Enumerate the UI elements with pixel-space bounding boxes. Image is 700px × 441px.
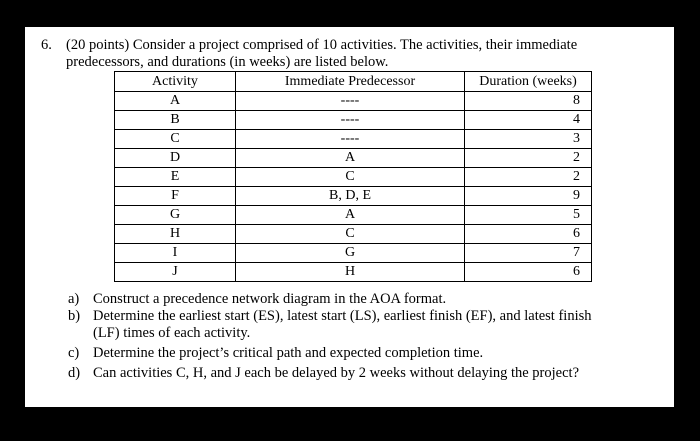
- cell-predecessor: ----: [236, 130, 465, 149]
- cell-activity: H: [115, 225, 236, 244]
- cell-duration: 2: [465, 168, 592, 187]
- cell-duration: 2: [465, 149, 592, 168]
- cell-predecessor: H: [236, 263, 465, 282]
- header-activity: Activity: [115, 72, 236, 92]
- cell-predecessor: ----: [236, 92, 465, 111]
- cell-duration: 9: [465, 187, 592, 206]
- cell-activity: I: [115, 244, 236, 263]
- table-row: [115, 149, 592, 168]
- document-page: [25, 27, 674, 407]
- cell-activity: E: [115, 168, 236, 187]
- table-row: [115, 206, 592, 225]
- table-row: [115, 187, 592, 206]
- question-number: 6.: [41, 37, 52, 53]
- cell-duration: 6: [465, 263, 592, 282]
- table-row: [115, 244, 592, 263]
- table-row: [115, 92, 592, 111]
- cell-predecessor: C: [236, 225, 465, 244]
- part-text: Determine the earliest start (ES), latest start (LS), earliest finish (EF), and latest finish: [93, 308, 592, 324]
- cell-predecessor: B, D, E: [236, 187, 465, 206]
- cell-duration: 7: [465, 244, 592, 263]
- activity-table: [114, 71, 592, 282]
- cell-duration: 6: [465, 225, 592, 244]
- cell-activity: A: [115, 92, 236, 111]
- part-text: Determine the project’s critical path and expected completion time.: [93, 345, 484, 361]
- part-text: Construct a precedence network diagram in the AOA format.: [93, 291, 447, 307]
- cell-activity: B: [115, 111, 236, 130]
- cell-activity: J: [115, 263, 236, 282]
- table-row: [115, 225, 592, 244]
- cell-duration: 8: [465, 92, 592, 111]
- cell-activity: C: [115, 130, 236, 149]
- part-label: d): [68, 365, 81, 381]
- cell-predecessor: A: [236, 149, 465, 168]
- cell-activity: F: [115, 187, 236, 206]
- part-text: (LF) times of each activity.: [93, 325, 251, 341]
- table-header-row: [115, 72, 592, 92]
- part-label: a): [68, 291, 80, 307]
- table-row: [115, 263, 592, 282]
- cell-predecessor: G: [236, 244, 465, 263]
- part-label: b): [68, 308, 81, 324]
- question-header-line2: predecessors, and durations (in weeks) are listed below.: [66, 54, 389, 70]
- cell-duration: 5: [465, 206, 592, 225]
- cell-duration: 3: [465, 130, 592, 149]
- question-header-line1: (20 points) Consider a project comprised of 10 activities. The activities, their immediate: [66, 37, 578, 53]
- cell-activity: D: [115, 149, 236, 168]
- header-duration: Duration (weeks): [465, 72, 592, 92]
- table-row: [115, 111, 592, 130]
- table-row: [115, 130, 592, 149]
- table-row: [115, 168, 592, 187]
- cell-predecessor: ----: [236, 111, 465, 130]
- cell-activity: G: [115, 206, 236, 225]
- cell-predecessor: A: [236, 206, 465, 225]
- cell-duration: 4: [465, 111, 592, 130]
- part-label: c): [68, 345, 80, 361]
- cell-predecessor: C: [236, 168, 465, 187]
- header-predecessor: Immediate Predecessor: [236, 72, 465, 92]
- part-text: Can activities C, H, and J each be delayed by 2 weeks without delaying the project?: [93, 365, 580, 381]
